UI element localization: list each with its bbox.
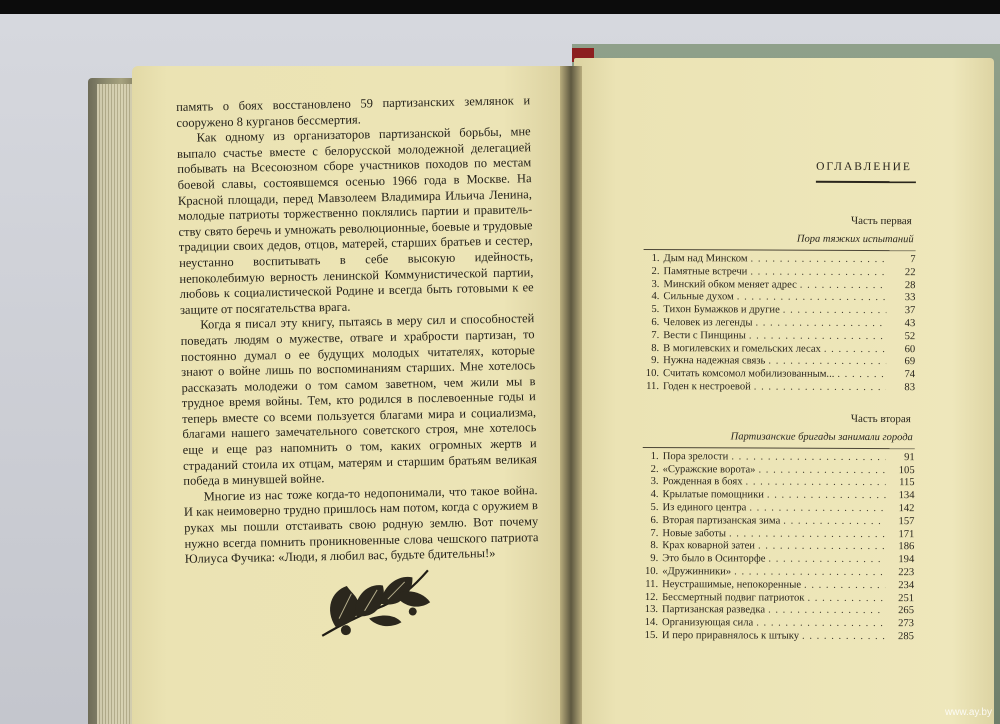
entry-number: 5. [651,304,660,316]
entry-title: Из единого центра [662,502,747,514]
entry-page: 186 [898,541,915,553]
leader-dots [737,292,887,305]
entry-page: 28 [904,279,916,291]
entry-page: 265 [898,605,915,617]
entry-page: 22 [904,266,916,278]
part-one-label: Часть первая [850,214,912,228]
entry-title: Сильные духом [663,291,734,303]
leader-dots [800,279,887,292]
paragraph: Когда я писал эту книгу, пытаясь в меру сил и способностей поведать людям о мужестве, отваге и храбрости партизан, то постоянно думал о ее будущих молодых читателях, которые знают о войне лишь по воспоминаниям старших. Мне хотелось рассказать молодежи о том самом заветном, чем жили мы в трудное время войны. Тем, кто родился в послевоенные годы и теперь вместе со всеми пользуется благами мира и социализма, благами нашего замечательного советского строя, мне хотелось еще и еще раз напомнить о том, каких огромных жертв и страданий стоила их отцам, матерям и старшим братьям великая победа в минувшей войне. [180,311,538,489]
entry-page: 157 [898,515,915,527]
entry-page: 33 [904,292,916,304]
entry-page: 105 [898,464,915,476]
entry-number: 3. [650,476,659,488]
entry-title: Дым над Минском [663,253,748,265]
leader-dots [729,528,885,541]
entry-title: Считать комсомол мобилизованным... [663,368,835,381]
paragraph: память о боях восстановлено 59 партизанских землянок и сооружено 8 курганов бессмертия. [176,93,531,130]
toc-title: ОГЛАВЛЕНИЕ [816,160,912,174]
leader-dots [768,356,886,369]
toc-entry [642,502,914,516]
toc-entry [643,381,915,395]
leader-dots [783,515,885,528]
toc-entry [642,592,914,606]
toc-entry [642,528,914,542]
entry-title: Организующая сила [661,617,754,629]
entry-page: 171 [898,528,915,540]
toc-entry [643,279,915,293]
paragraph: Как одному из организаторов партизанской борьбы, мне выпало счастье вместе с белорусской молодежной делегацией побывать на Всесоюзном сборе участников походов по местам боевой славы, состоявшемся осенью 1966 года в Москве. На Красной площади, перед Мавзолеем Владимира Ильича Ленина, молодые патриоты торжественно поклялись партии и правительству свято беречь и умножать революционные, боевые и трудовые традиции своих дедов, отцов, матерей, старших братьев и сестер, неустанно воспитывать в себе высокую идейность, непоколебимую верность ленинской Коммунистической партии, любовь к социалистической Родине и всегда быть готовыми к ее защите от посягательства врага. [176,124,534,317]
leader-dots [751,253,887,266]
entry-number: 4. [650,489,659,501]
entry-page: 52 [904,330,916,342]
entry-number: 13. [644,604,659,616]
part-two-list [642,451,915,644]
entry-number: 6. [651,317,660,329]
part-one-subtitle: Пора тяжких испытаний [796,233,914,246]
entry-number: 9. [651,355,660,367]
leader-dots [754,381,886,394]
entry-title: Человек из легенды [663,317,753,329]
entry-page: 7 [910,254,916,266]
entry-number: 7. [651,329,660,341]
entry-page: 69 [904,356,916,368]
entry-title: Неустрашимые, непокоренные [662,578,802,591]
leader-dots [756,618,885,631]
entry-number: 8. [651,342,660,354]
entry-number: 2. [651,265,660,277]
entry-title: Крылатые помощники [662,489,764,501]
part-two-label: Часть вторая [850,412,911,425]
entry-title: Вести с Пинщины [663,329,746,342]
entry-page: 83 [904,382,916,394]
watermark: www.ay.by [944,707,992,718]
entry-title: Годен к нестроевой [662,381,751,393]
leader-dots [768,605,885,618]
leader-dots [837,369,886,382]
toc-entry [642,604,914,618]
entry-number: 3. [651,278,660,290]
entry-number: 12. [644,591,659,603]
entry-page: 273 [898,618,915,630]
leader-dots [755,317,886,330]
entry-page: 251 [898,592,915,604]
entry-page: 285 [898,631,914,643]
entry-number: 10. [645,368,660,380]
toc-entry [643,464,915,478]
entry-page: 91 [904,451,915,463]
toc-entry [643,489,915,503]
title-rule [816,181,916,183]
leader-dots [734,566,885,579]
entry-page: 60 [904,343,916,355]
entry-number: 4. [651,291,660,303]
toc-entry [643,476,915,490]
toc-entry [642,540,914,554]
leader-dots [746,477,886,490]
entry-number: 2. [650,463,659,475]
toc-entry [643,266,915,280]
entry-title: И перо приравнялось к штыку [661,630,800,642]
entry-title: Новые заботы [662,527,727,539]
toc-entry [642,553,914,567]
toc-entry [642,579,914,593]
leader-dots [783,305,887,318]
leader-dots [802,631,885,644]
entry-number: 6. [650,514,659,526]
entry-title: Рожденная в боях [662,476,743,488]
entry-number: 1. [650,450,659,462]
part-two-rule [643,447,915,449]
entry-title: Нужна надежная связь [663,355,766,367]
left-page-text [176,93,539,568]
toc-entry [643,291,915,305]
entry-title: Это было в Осинторфе [662,553,766,565]
entry-number: 7. [650,527,659,539]
entry-title: Бессмертный подвиг патриоток [662,591,805,604]
toc-entry [642,617,914,631]
entry-page: 115 [899,477,915,489]
entry-number: 14. [644,617,659,629]
entry-page: 37 [904,305,916,317]
entry-number: 11. [646,380,660,393]
entry-number: 5. [650,501,659,514]
toc-entry [644,253,916,267]
leader-dots [767,490,886,503]
entry-page: 142 [898,503,915,515]
part-two-subtitle: Партизанские бригады занимали города [730,431,913,443]
toc-entry [642,515,914,529]
entry-page: 223 [898,567,915,579]
leader-dots [824,343,886,356]
entry-page: 74 [904,369,916,381]
entry-page: 234 [898,579,915,591]
leader-dots [807,592,885,605]
toc-entry [643,451,915,465]
leader-dots [750,266,886,279]
toc-entry [642,630,914,644]
entry-number: 9. [650,553,659,565]
entry-number: 1. [651,253,660,265]
toc-entry [643,355,915,369]
toc-entry [643,304,915,318]
entry-title: «Суражские ворота» [662,463,756,476]
entry-title: Памятные встречи [663,265,748,278]
leader-dots [768,554,885,567]
toc-entry [643,330,915,344]
entry-title: Крах коварной затеи [662,540,756,552]
entry-title: «Дружинники» [662,566,732,578]
entry-title: Пора зрелости [662,450,729,463]
entry-title: Тихон Бумажков и другие [663,304,780,316]
top-black-bar [0,0,1000,14]
part-one-list [643,253,916,395]
leader-dots [749,330,886,343]
book-gutter [560,66,582,724]
entry-number: 15. [644,629,658,641]
part-one-rule [644,249,916,251]
entry-page: 43 [904,318,916,330]
toc-entry [643,343,915,357]
entry-number: 10. [644,565,659,578]
leader-dots [758,464,885,477]
toc-entry [643,368,915,382]
paragraph: Многие из нас тоже когда-то недопонимали, что такое война. И как неимоверно трудно пришлось нам потом, когда с оружием в руках мы пошли отстаивать свою родную землю. Вот почему нужно всегда помнить проникновенные слова чешского патриота Юлиуса Фучика: «Люди, я любил вас, будьте бдительны!» [183,482,539,567]
leader-dots [758,541,885,554]
entry-number: 8. [650,540,659,552]
entry-title: Минский обком меняет адрес [663,278,797,291]
entry-title: В могилевских и гомельских лесах [663,342,821,355]
entry-page: 134 [898,490,915,502]
entry-title: Партизанская разведка [662,604,766,616]
leader-dots [804,579,885,592]
leader-dots [731,451,885,464]
entry-number: 11. [645,578,659,590]
toc-entry [643,317,915,331]
entry-page: 194 [898,554,915,566]
oak-leaves-ornament-icon [312,562,441,642]
leader-dots [749,502,885,515]
table-of-contents [642,160,916,644]
entry-title: Вторая партизанская зима [662,514,781,527]
toc-entry [642,566,914,580]
